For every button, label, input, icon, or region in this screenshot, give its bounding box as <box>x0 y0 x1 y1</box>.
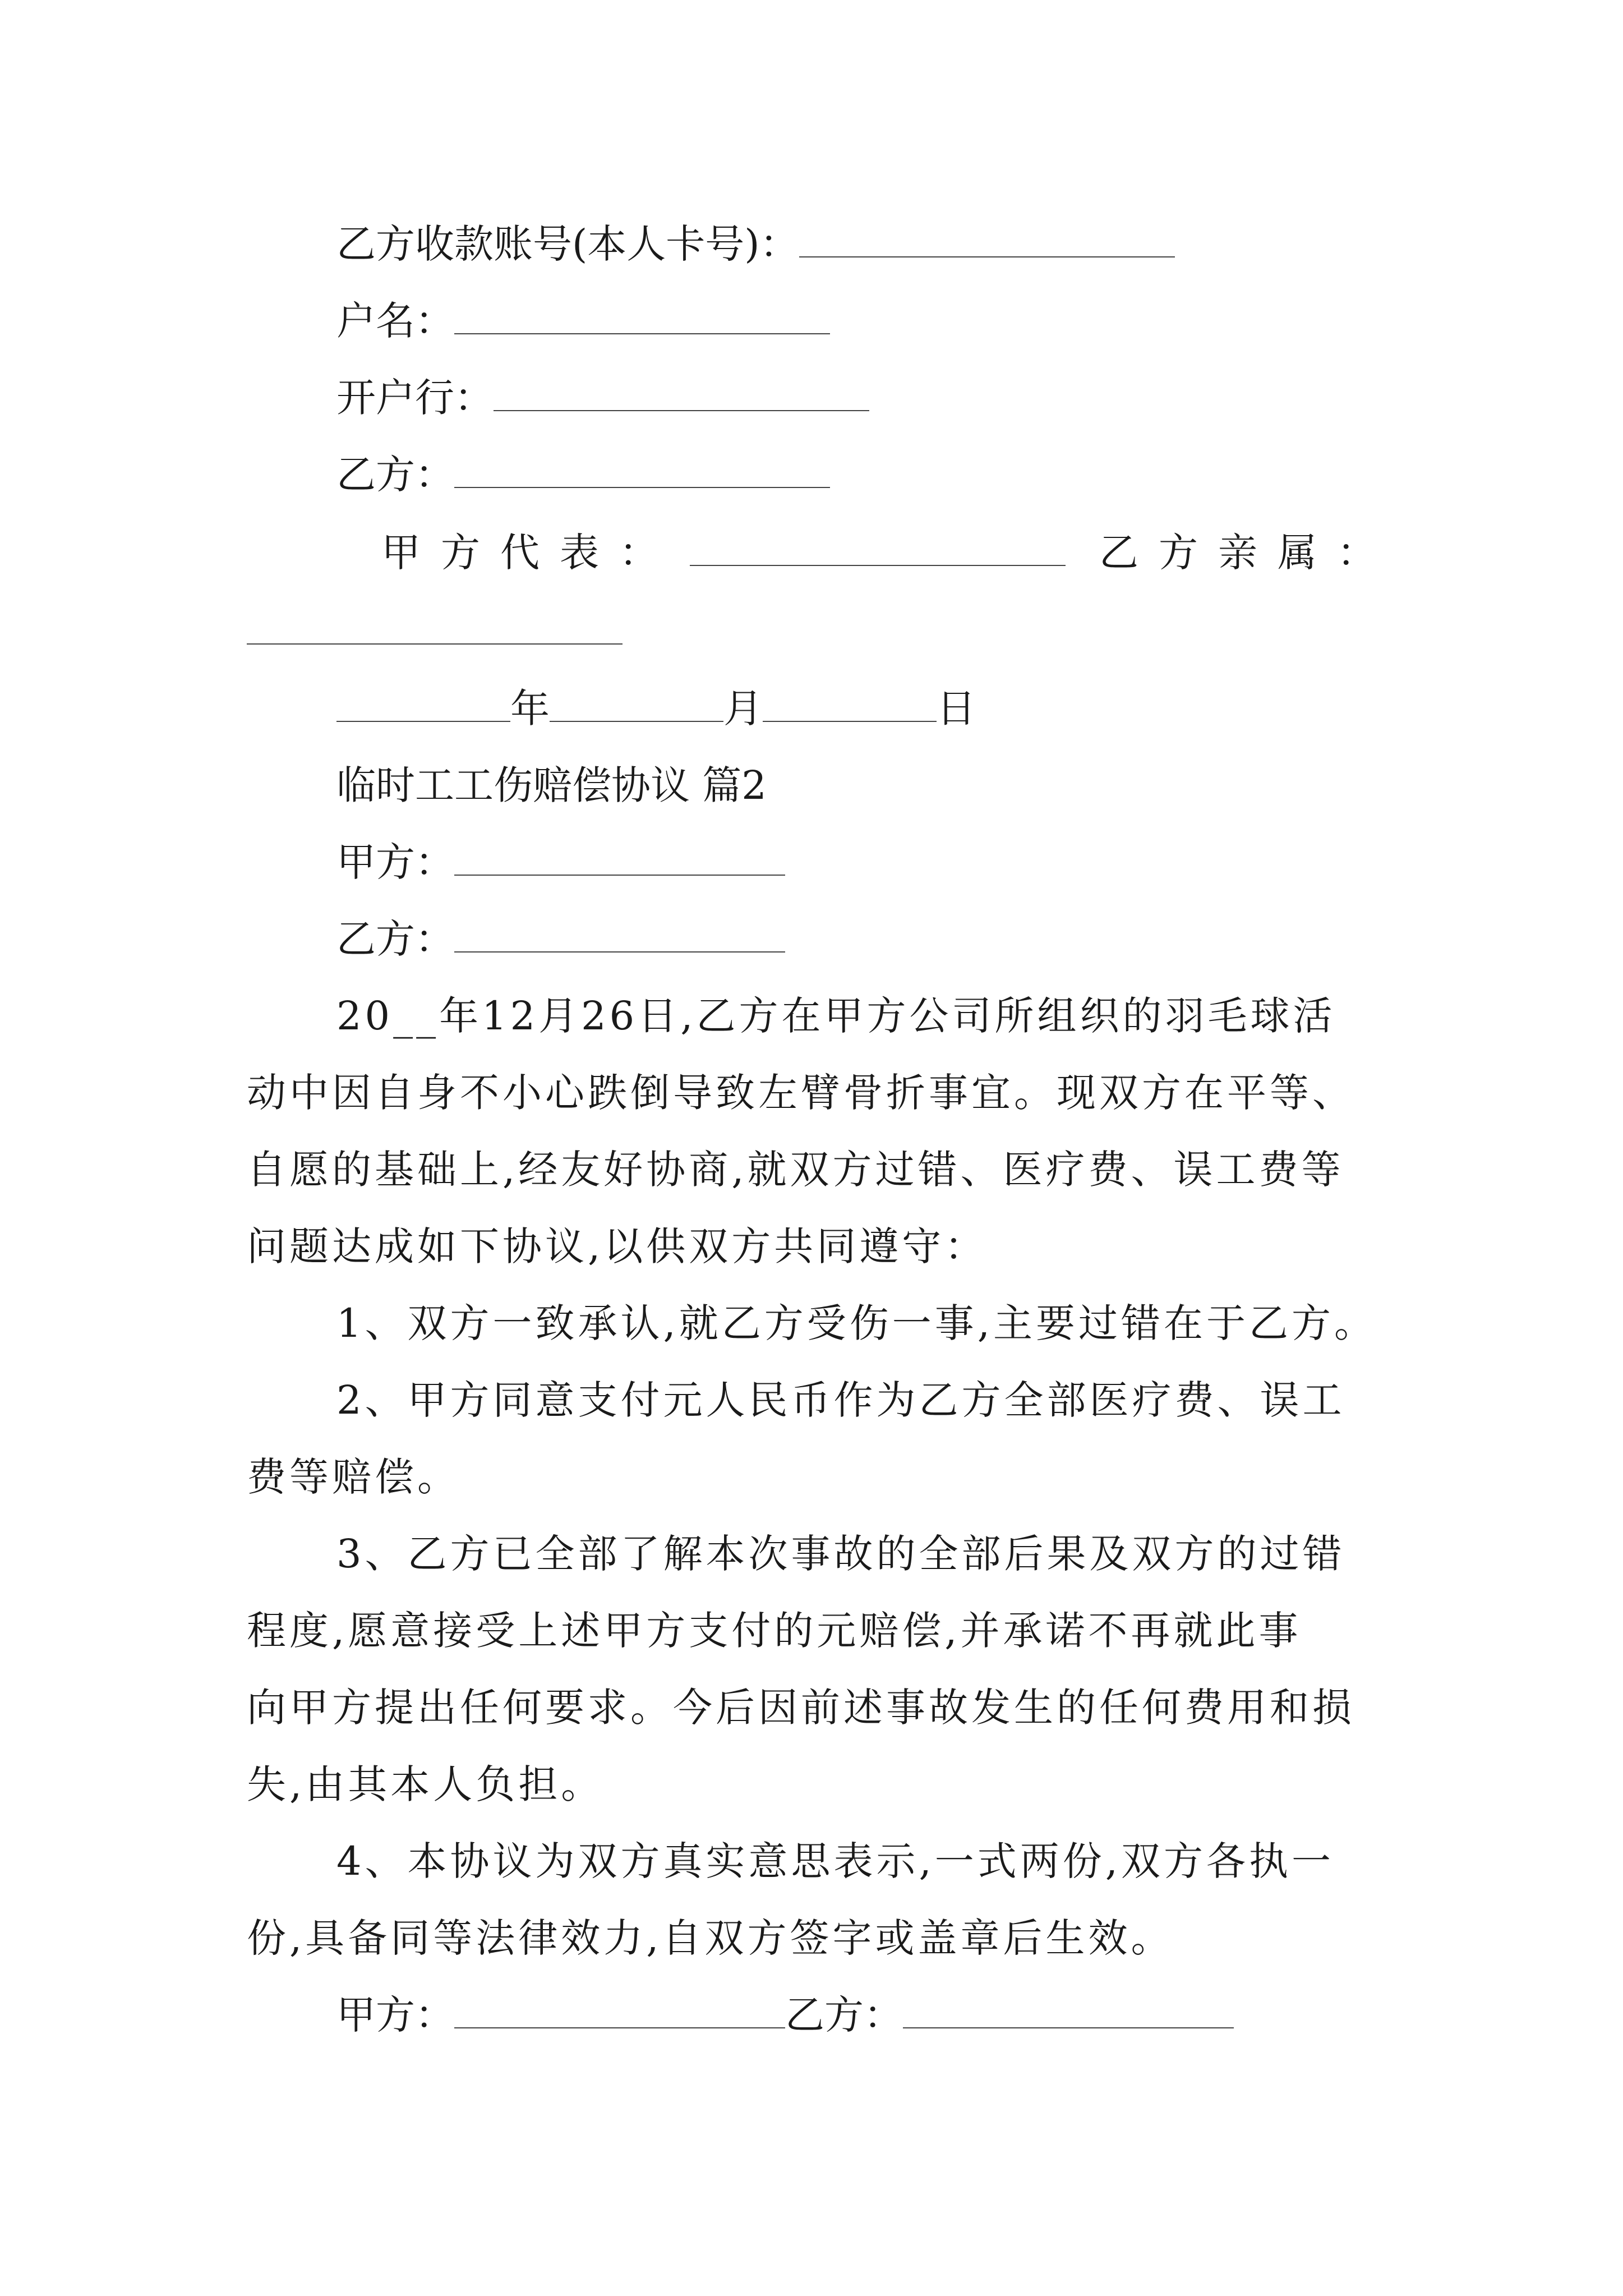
section-heading: 临时工工伤赔偿协议 篇2 <box>336 762 767 808</box>
day-blank <box>763 686 937 722</box>
account-number-row <box>336 219 1175 269</box>
party-b-blank-1 <box>454 452 830 488</box>
rep-label: 甲方代表： <box>381 530 679 576</box>
party-a-blank <box>454 840 785 876</box>
day-label: 日 <box>937 685 976 731</box>
rep-blank <box>690 530 1066 566</box>
year-label: 年 <box>510 685 550 731</box>
date-row <box>336 683 976 734</box>
account-name-label: 户名： <box>336 298 454 344</box>
party-a-label: 甲方： <box>336 839 454 885</box>
clause-2-line-1: 2、甲方同意支付元人民币作为乙方全部医疗费、误工 <box>336 1377 1345 1423</box>
bank-blank <box>494 375 869 411</box>
relative-blank-row <box>247 606 623 656</box>
sign-party-a-label: 甲方： <box>336 1992 454 2038</box>
clause-4-line-1: 4、本协议为双方真实意思表示,一式两份,双方各执一 <box>336 1838 1335 1884</box>
sign-party-a-blank <box>454 1993 785 2028</box>
clause-3-line-2: 程度,愿意接受上述甲方支付的元赔偿,并承诺不再就此事 <box>247 1608 1302 1654</box>
month-label: 月 <box>723 685 763 731</box>
relative-blank <box>247 609 623 645</box>
relative-label: 乙方亲属： <box>1099 530 1396 576</box>
clause-2-line-2: 费等赔偿。 <box>247 1454 460 1500</box>
intro-line-4: 问题达成如下协议,以供双方共同遵守： <box>247 1223 988 1269</box>
clause-3-line-1: 3、乙方已全部了解本次事故的全部后果及双方的过错 <box>336 1531 1345 1577</box>
clause-4-line-2: 份,具备同等法律效力,自双方签字或盖章后生效。 <box>247 1915 1174 1961</box>
account-number-blank <box>799 222 1175 257</box>
sign-party-b-label: 乙方： <box>785 1992 903 2038</box>
intro-line-2: 动中因自身不小心跌倒导致左臂骨折事宜。现双方在平等、 <box>247 1070 1355 1116</box>
bank-label: 开户行： <box>336 375 494 421</box>
clause-3-line-3: 向甲方提出任何要求。今后因前述事故发生的任何费用和损 <box>247 1685 1355 1731</box>
party-a-row <box>336 837 785 887</box>
party-b-label-1: 乙方： <box>336 452 454 498</box>
signature-row <box>336 1990 1234 2040</box>
account-name-row <box>336 296 830 346</box>
account-number-label: 乙方收款账号(本人卡号)： <box>336 221 799 267</box>
account-name-blank <box>454 298 830 334</box>
clause-1: 1、双方一致承认,就乙方受伤一事,主要过错在于乙方。 <box>336 1300 1377 1346</box>
party-b-label-2: 乙方： <box>336 916 454 962</box>
month-blank <box>550 686 723 722</box>
intro-line-3: 自愿的基础上,经友好协商,就双方过错、医疗费、误工费等 <box>247 1147 1344 1193</box>
year-blank <box>336 686 510 722</box>
party-b-blank-2 <box>454 917 785 953</box>
rep-relative-row <box>381 527 1396 578</box>
intro-line-1: 20__年12月26日,乙方在甲方公司所组织的羽毛球活 <box>336 993 1336 1039</box>
party-b-row-1 <box>336 449 830 500</box>
party-b-row-2 <box>336 914 785 964</box>
sign-party-b-blank <box>903 1993 1234 2028</box>
clause-3-line-4: 失,由其本人负担。 <box>247 1761 604 1807</box>
bank-row <box>336 372 869 423</box>
